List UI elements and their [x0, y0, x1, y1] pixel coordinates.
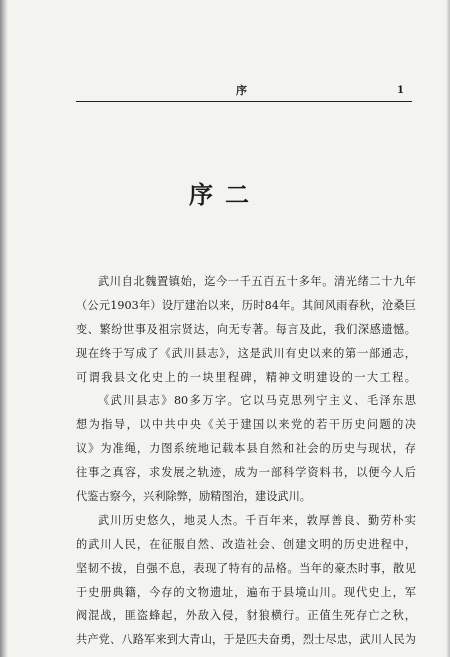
text-line: 阀混战，匪盗蜂起，外敌入侵，豺狼横行。正值生死存亡之秋， — [76, 609, 416, 623]
text-line: 《武川县志》80多万字。它以马克思列宁主义、毛泽东思 — [98, 394, 416, 408]
text-line: 可谓我县文化史上的一块里程碑，精神文明建设的一大工程。 — [76, 370, 416, 384]
text-line: 想为指导，以中共中央《关于建国以来党的若干历史问题的决 — [76, 418, 416, 432]
text-line: 共产党、八路军来到大青山，于是匹夫奋勇，烈士尽忠，武川人民为 — [76, 633, 416, 647]
text-line: 于史册典籍，今存的文物遗址，遍布于县境山川。现代史上，军 — [76, 585, 416, 599]
chapter-title: 序二 — [189, 181, 261, 209]
text-line: 变、繁纷世事及祖宗贤达，向无专著。每言及此，我们深感遗憾。 — [76, 322, 416, 336]
text-line: 往事之真容，求发展之轨迹，成为一部科学资料书，以便今人后 — [76, 466, 416, 480]
running-header — [76, 84, 410, 100]
page-number: 1 — [397, 85, 404, 96]
text-line: 坚韧不拔，自强不息，表现了特有的品格。当年的豪杰时事，散见 — [76, 561, 416, 575]
page-edge-shadow-right — [446, 0, 450, 657]
text-line: 武川历史悠久，地灵人杰。千百年来，敦厚善良、勤劳朴实 — [98, 513, 416, 527]
body-text — [76, 270, 416, 652]
header-rule — [76, 101, 412, 102]
header-title: 序 — [236, 84, 247, 97]
text-line: 议》为准绳，力图系统地记载本县自然和社会的历史与现状，存 — [76, 442, 416, 456]
page-edge-shadow — [0, 0, 8, 657]
text-line: （公元1903年）设厅建治以来，历时84年。其间风雨春秋，沧桑巨 — [76, 298, 416, 312]
text-line: 代鉴古察今，兴利除弊，励精图治，建设武川。 — [76, 490, 311, 504]
text-line: 武川自北魏置镇始，迄今一千五百五十多年。清光绪二十九年 — [98, 275, 416, 288]
text-line: 的武川人民，在征服自然、改造社会、创建文明的历史进程中， — [76, 537, 416, 551]
text-line: 现在终于写成了《武川县志》，这是武川有史以来的第一部通志， — [76, 346, 416, 360]
